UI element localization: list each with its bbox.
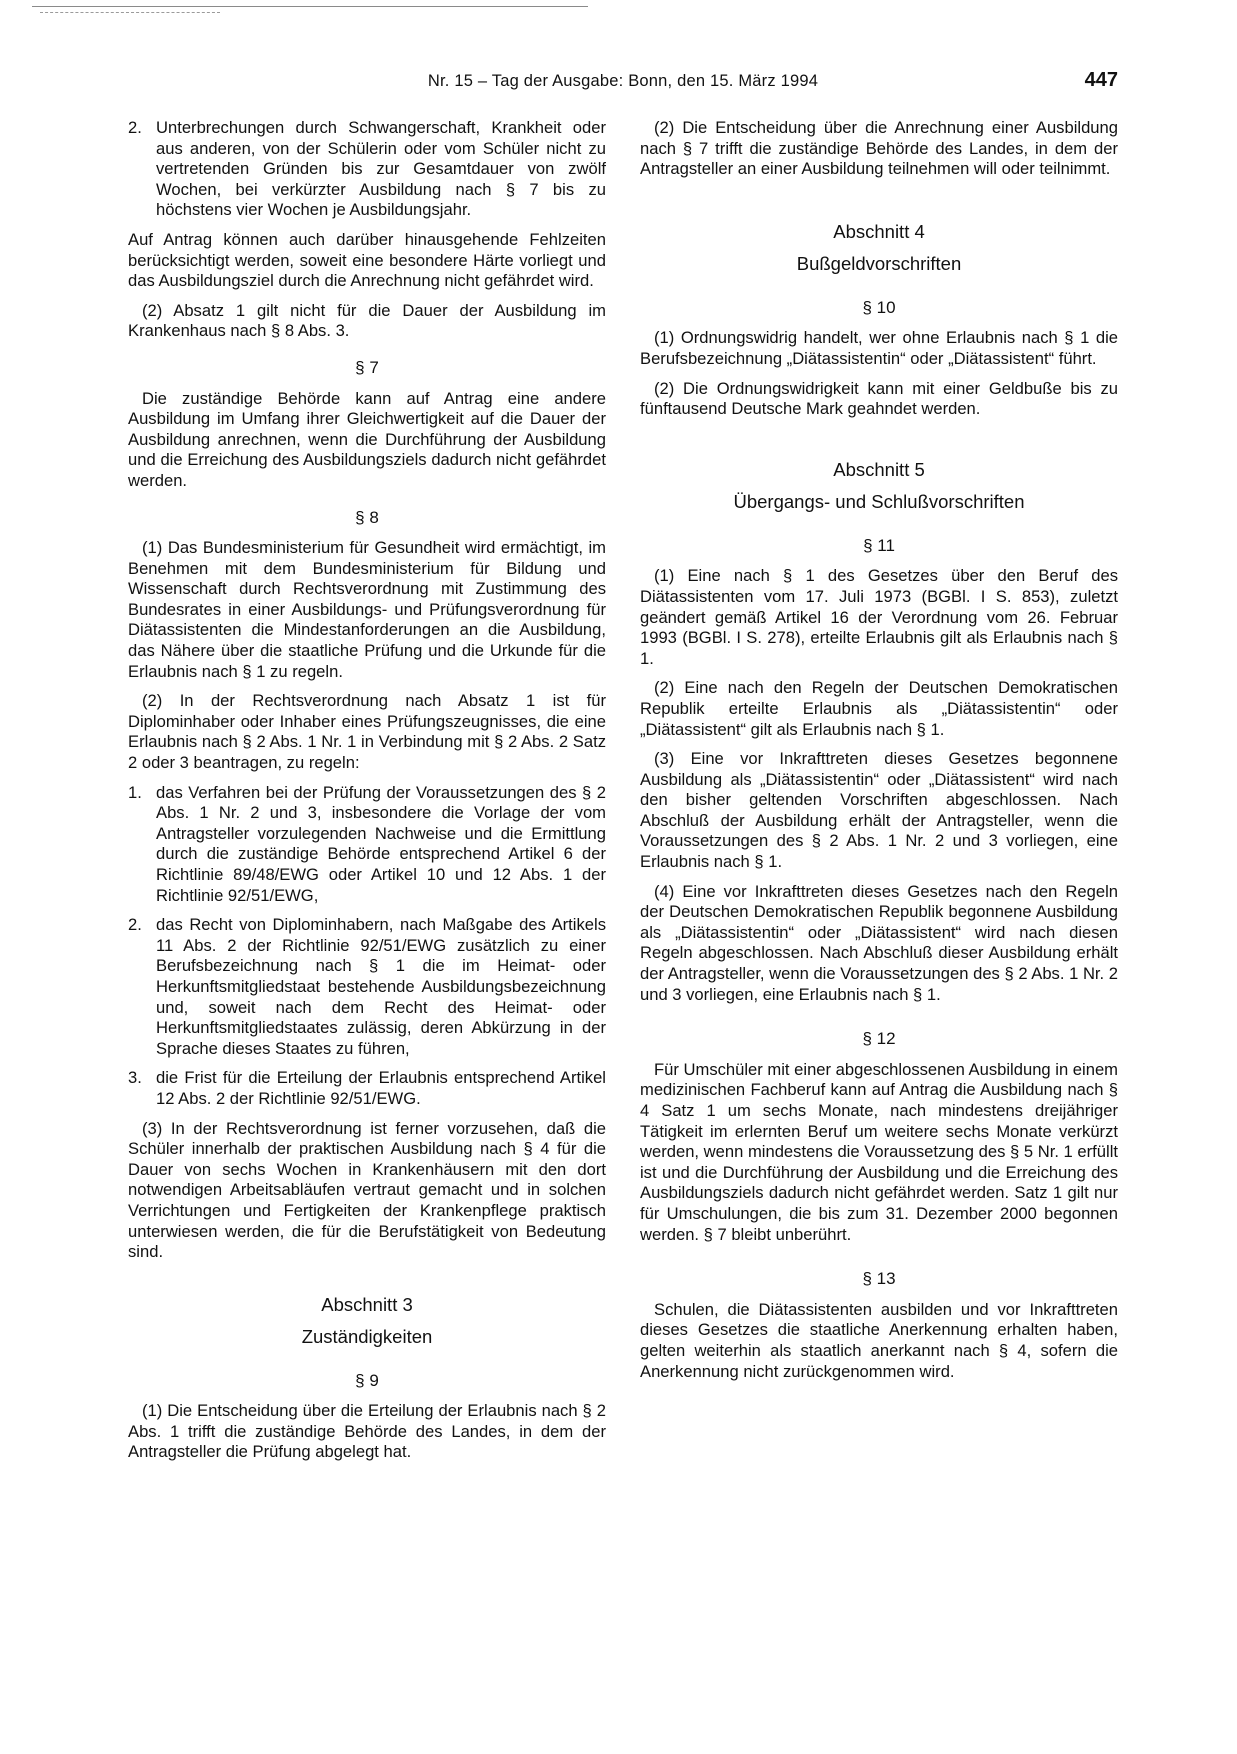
abschnitt-5-title: Übergangs- und Schlußvorschriften bbox=[733, 490, 1025, 512]
paragraph: (1) Die Entscheidung über die Erteilung der Erlaubnis nach § 2 Abs. 1 trifft die zuständige Behörde des Landes, in dem der Antragsteller die Prüfung abgelegt hat. bbox=[128, 1401, 606, 1462]
section-13-heading: § 13 bbox=[862, 1269, 896, 1289]
list-number: 2. bbox=[128, 915, 142, 935]
abschnitt-5-heading: Abschnitt 5 bbox=[833, 458, 925, 480]
section-9-heading: § 9 bbox=[355, 1370, 379, 1390]
list-number: 1. bbox=[128, 782, 142, 802]
list-item bbox=[128, 118, 606, 221]
paragraph: (2) Absatz 1 gilt nicht für die Dauer der Ausbildung im Krankenhaus nach § 8 Abs. 3. bbox=[128, 300, 606, 341]
paragraph: (2) Eine nach den Regeln der Deutschen Demokratischen Republik erteilte Erlaubnis als „Diätassistentin“ oder „Diätassistent“ gilt als Erlaubnis nach § 1. bbox=[640, 678, 1118, 739]
paragraph: Schulen, die Diätassistenten ausbilden und vor Inkrafttreten dieses Gesetzes die staatliche Anerkennung erhalten haben, gelten weiterhin als staatlich anerkannt nach § 4, sofern die Anerkennung nicht zurückgenommen wird. bbox=[640, 1299, 1118, 1381]
list-text: die Frist für die Erteilung der Erlaubnis entsprechend Artikel 12 Abs. 2 der Richtlinie 92/51/EWG. bbox=[156, 1068, 606, 1108]
page-number: 447 bbox=[1084, 69, 1118, 91]
paragraph: Auf Antrag können auch darüber hinausgehende Fehlzeiten berücksichtigt werden, soweit eine besondere Härte vorliegt und das Ausbildungsziel durch die Anrechnung nicht gefährdet wird. bbox=[128, 229, 606, 291]
paragraph: (4) Eine vor Inkrafttreten dieses Gesetzes nach den Regeln der Deutschen Demokratischen Republik begonnene Ausbildung als „Diätassistentin“ oder „Diätassistent“ wird nach diesen Regeln abgeschlossen. Nach Abschluß dieser Ausbildung erhält der Antragsteller, wenn die Voraussetzungen des § 2 Abs. 1 Nr. 2 und 3 vorliegen, eine Erlaubnis nach § 1. bbox=[640, 881, 1118, 1004]
section-8-heading: § 8 bbox=[355, 507, 379, 527]
list-text: Unterbrechungen durch Schwangerschaft, Krankheit oder aus anderen, von der Schülerin oder vom Schüler nicht zu vertretenden Gründen bis zur Gesamtdauer von zwölf Wochen, bei verkürzter Ausbildung nach § 7 bis zu höchstens vier Wochen je Ausbildungsjahr. bbox=[156, 118, 606, 220]
paragraph: (1) Eine nach § 1 des Gesetzes über den Beruf des Diätassistenten vom 17. Juli 1973 (BGBl. I S. 853), zuletzt geändert gemäß Artikel 16 der Verordnung vom 26. Februar 1993 (BGBl. I S. 278), erteilte Erlaubnis gilt als Erlaubnis nach § 1. bbox=[640, 566, 1118, 668]
abschnitt-3-heading: Abschnitt 3 bbox=[321, 1293, 413, 1315]
paragraph: Die zuständige Behörde kann auf Antrag eine andere Ausbildung im Umfang ihrer Gleichwertigkeit auf die Dauer der Ausbildung anrechnen, wenn die Durchführung der Ausbildung und die Erreichung des Ausbildungsziels dadurch nicht gefährdet werden. bbox=[128, 388, 606, 490]
list-item bbox=[128, 915, 606, 1059]
paragraph: (2) In der Rechtsverordnung nach Absatz 1 ist für Diplominhaber oder Inhaber eines Prüfungszeugnisses, die eine Erlaubnis nach § 2 Abs. 1 Nr. 1 in Verbindung mit § 2 Abs. 2 Satz 2 oder 3 beantragen, zu regeln: bbox=[128, 691, 606, 773]
issue-line: Nr. 15 – Tag der Ausgabe: Bonn, den 15. März 1994 bbox=[427, 72, 819, 90]
section-7-heading: § 7 bbox=[355, 357, 379, 377]
list-number: 2. bbox=[128, 118, 142, 137]
abschnitt-3-title: Zuständigkeiten bbox=[301, 1325, 433, 1347]
paragraph: (2) Die Ordnungswidrigkeit kann mit einer Geldbuße bis zu fünftausend Deutsche Mark geahndet werden. bbox=[640, 378, 1118, 419]
list-continuation bbox=[128, 118, 606, 221]
section-12-heading: § 12 bbox=[862, 1029, 896, 1049]
abschnitt-4-title: Bußgeldvorschriften bbox=[796, 252, 962, 274]
scan-edge-mark bbox=[40, 12, 220, 13]
list-item bbox=[128, 783, 606, 907]
list-text: das Recht von Diplominhabern, nach Maßgabe des Artikels 11 Abs. 2 der Richtlinie 92/51/EWG zusätzlich zu einer Berufsbezeichnung nach § 1 die im Heimat- oder Herkunftsmitgliedstaat bestehende Ausbildungsbezeichnung und, soweit nach dem Recht des Heimat- oder Herkunftsmitgliedstaates zulässig, deren Abkürzung in der Sprache dieses Staates zu führen, bbox=[156, 915, 606, 1058]
section-10-heading: § 10 bbox=[862, 297, 896, 317]
paragraph: (2) Die Entscheidung über die Anrechnung einer Ausbildung nach § 7 trifft die zuständige Behörde des Landes, in dem der Antragsteller an einer Ausbildung teilnehmen will oder teilnimmt. bbox=[640, 118, 1118, 179]
list-number: 3. bbox=[128, 1068, 142, 1088]
paragraph: (3) In der Rechtsverordnung ist ferner vorzusehen, daß die Schüler innerhalb der praktischen Ausbildung nach § 4 für die Dauer von sechs Wochen in Krankenhäusern mit den dort notwendigen Arbeitsabläufen vertraut gemacht und in solchen Verrichtungen und Fertigkeiten der Krankenpflege praktisch unterwiesen werden, die für die Berufstätigkeit von Bedeutung sind. bbox=[128, 1118, 606, 1262]
left-column bbox=[128, 118, 606, 1472]
paragraph: Für Umschüler mit einer abgeschlossenen Ausbildung in einem medizinischen Fachberuf kann auf Antrag die Ausbildung nach § 4 Satz 1 um sechs Monate, nach mindestens dreijähriger Tätigkeit im erlernten Beruf um weitere sechs Monate verkürzt werden, wenn mindestens die Voraussetzung des § 5 Nr. 1 erfüllt ist und die Durchführung der Ausbildung und die Erreichung des Ausbildungsziels dadurch nicht gefährdet werden. Satz 1 gilt nur für Umschulungen, die bis zum 31. Dezember 2000 begonnen werden. § 7 bleibt unberührt. bbox=[640, 1059, 1118, 1244]
page-header bbox=[128, 69, 1118, 96]
paragraph: (3) Eine vor Inkrafttreten dieses Gesetzes begonnene Ausbildung als „Diätassistentin“ oder „Diätassistent“ wird nach den bisher geltenden Vorschriften abgeschlossen. Nach Abschluß der Ausbildung erhält der Antragsteller, wenn die Voraussetzungen des § 2 Abs. 1 Nr. 2 und 3 vorliegen, eine Erlaubnis nach § 1. bbox=[640, 749, 1118, 872]
abschnitt-4-heading: Abschnitt 4 bbox=[833, 220, 925, 242]
paragraph: (1) Das Bundesministerium für Gesundheit wird ermächtigt, im Benehmen mit dem Bundesministerium für Bildung und Wissenschaft durch Rechtsverordnung mit Zustimmung des Bundesrates in einer Ausbildungs- und Prüfungsverordnung für Diätassistenten die Mindestanforderungen an die Ausbildung, das Nähere über die staatliche Prüfung und die Urkunde für die Erlaubnis nach § 1 zu regeln. bbox=[128, 538, 606, 681]
paragraph: (1) Ordnungswidrig handelt, wer ohne Erlaubnis nach § 1 die Berufsbezeichnung „Diätassistentin“ oder „Diätassistent“ führt. bbox=[640, 328, 1118, 368]
section-11-heading: § 11 bbox=[863, 535, 895, 555]
scan-edge-line bbox=[32, 6, 588, 7]
section-8-list bbox=[128, 783, 606, 1110]
list-text: das Verfahren bei der Prüfung der Voraussetzungen des § 2 Abs. 1 Nr. 2 und 3, insbesondere die Vorlage der vom Antragsteller vorzulegenden Nachweise und die Ermittlung durch die zuständige Behörde entsprechend Artikel 6 der Richtlinie 89/48/EWG oder Artikel 10 und 12 Abs. 1 der Richtlinie 92/51/EWG, bbox=[156, 782, 606, 905]
list-item bbox=[128, 1068, 606, 1109]
right-column bbox=[640, 118, 1118, 1391]
